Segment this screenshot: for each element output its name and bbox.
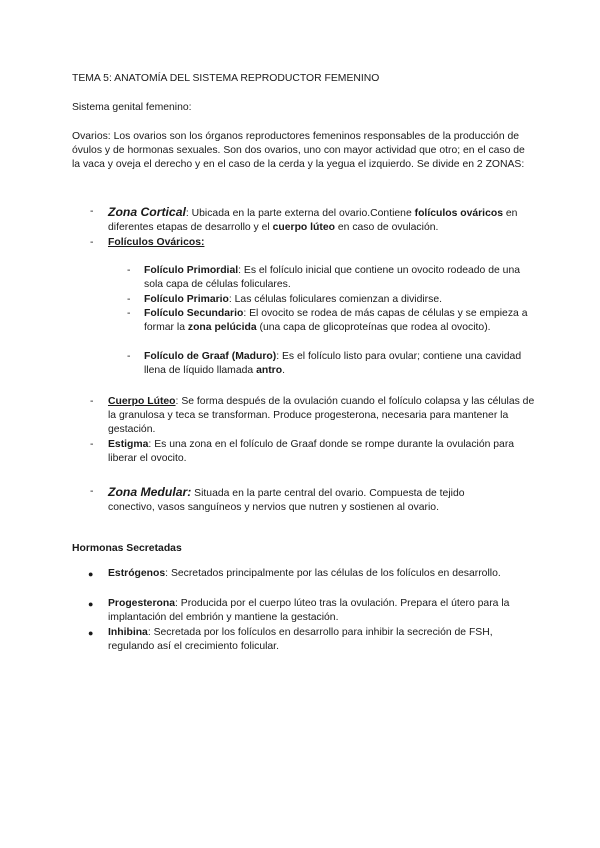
dash-marker: -	[127, 294, 131, 305]
dash-marker: -	[127, 265, 131, 276]
dash-marker: -	[127, 351, 131, 362]
page-title: TEMA 5: ANATOMÍA DEL SISTEMA REPRODUCTOR FEMENINO	[72, 73, 380, 84]
zona-cortical-term: Zona Cortical	[108, 205, 186, 219]
bullet-marker: ●	[88, 599, 94, 609]
bullet-marker: ●	[88, 569, 94, 579]
dash-marker: -	[90, 486, 94, 497]
bullet-marker: ●	[88, 628, 94, 638]
hormonas-heading: Hormonas Secretadas	[72, 543, 182, 554]
dash-marker: -	[90, 396, 94, 407]
dash-marker: -	[127, 308, 131, 319]
dash-marker: -	[90, 439, 94, 450]
dash-marker: -	[90, 206, 94, 217]
dash-marker: -	[90, 237, 94, 248]
intro-paragraph: Ovarios: Los ovarios son los órganos reproductores femeninos responsables de la producción de óvulos y de hormonas sexuales. Son dos ovarios, uno con mayor actividad que otro; en el caso de la vaca y oveja el derecho y en el caso de la cerda y la yegua el izquierdo. Se divide en 2 ZONAS:	[72, 131, 525, 171]
foliculos-heading: Folículos Ováricos:	[108, 237, 205, 248]
section-subtitle: Sistema genital femenino:	[72, 102, 192, 113]
